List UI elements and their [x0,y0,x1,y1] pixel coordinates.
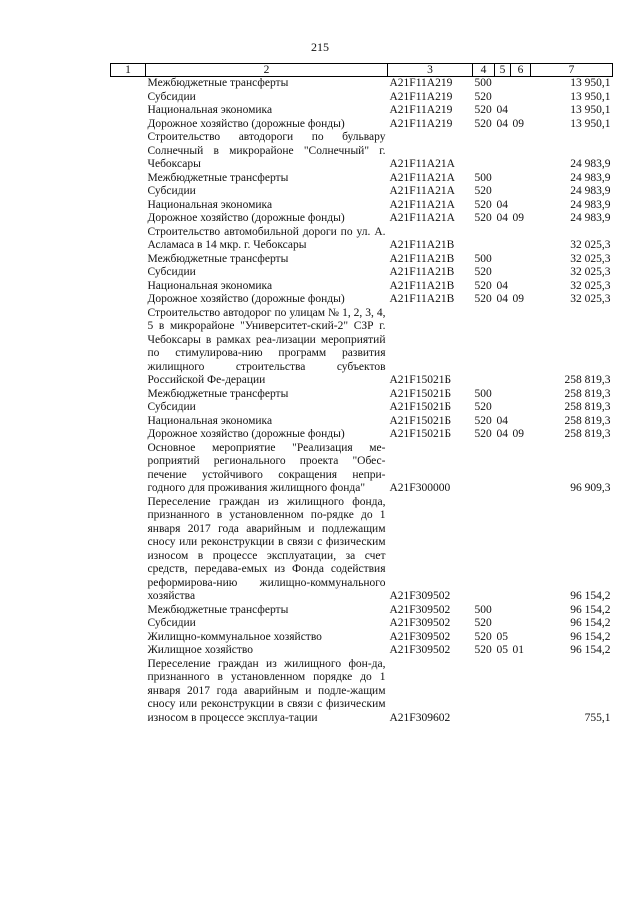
row-name: Межбюджетные трансферты [147,171,289,184]
table-row [111,77,613,91]
row-expense-type [473,131,495,172]
row-subsection [511,388,531,402]
row-section [495,307,511,388]
table-row [111,280,613,294]
row-amount: 258 819,3 [564,414,611,427]
row-target-code: A21F11A219 [389,104,453,116]
table-row [111,185,613,199]
row-col-1 [111,91,146,105]
row-expense-type [473,658,495,726]
row-amount: 258 819,3 [564,374,611,386]
row-target-code: A21F11A21A [389,198,455,211]
row-subsection [511,658,531,726]
row-subsection [511,91,531,105]
row-col-1 [111,172,146,186]
row-section [495,442,511,496]
row-col-1 [111,401,146,415]
row-name: Национальная экономика [147,279,273,292]
row-col-1 [111,253,146,267]
table-row [111,104,613,118]
row-amount: 32 025,3 [570,279,611,292]
row-expense-type: 520 [474,428,492,440]
row-section: 04 [496,279,508,292]
row-expense-type: 520 [474,212,492,224]
row-target-code: A21F11A21B [389,252,455,265]
row-section [495,496,511,604]
row-section [495,604,511,618]
row-col-1 [111,617,146,631]
row-name: Субсидии [147,617,196,629]
row-subsection [511,253,531,267]
row-name: Субсидии [147,401,196,413]
row-amount: 258 819,3 [564,401,611,413]
table-row [111,496,613,604]
table-row [111,253,613,267]
row-expense-type: 520 [474,185,492,197]
row-subsection [511,442,531,496]
row-subsection [511,307,531,388]
row-col-1 [111,185,146,199]
row-name: Дорожное хозяйство (дорожные фонды) [147,428,345,440]
row-section: 04 [496,104,508,116]
row-target-code: A21F309602 [389,711,451,724]
row-section [495,388,511,402]
row-target-code: A21F11A21B [389,279,455,292]
row-expense-type: 500 [474,171,492,184]
row-subsection [511,604,531,618]
budget-table [110,63,613,725]
row-name: Жилищное хозяйство [147,644,254,656]
row-expense-type: 520 [474,644,492,656]
row-name: Межбюджетные трансферты [147,252,289,265]
row-amount: 13 950,1 [570,77,611,89]
row-amount: 24 983,9 [570,198,611,211]
row-section: 04 [496,212,508,224]
row-section [495,226,511,253]
header-col-3: 3 [388,64,473,77]
row-subsection [511,631,531,645]
row-amount: 258 819,3 [564,387,611,400]
row-amount: 24 983,9 [570,158,611,170]
row-subsection: 01 [512,644,524,656]
row-section [495,658,511,726]
row-col-1 [111,631,146,645]
header-col-5: 5 [495,64,511,77]
row-col-1 [111,131,146,172]
row-section [495,91,511,105]
row-expense-type: 500 [474,387,492,400]
row-section [495,266,511,280]
row-expense-type: 520 [474,414,492,427]
row-expense-type [473,496,495,604]
row-section: 04 [496,293,508,305]
table-row [111,428,613,442]
row-name: Субсидии [147,185,196,197]
row-subsection [511,617,531,631]
row-expense-type: 520 [474,401,492,413]
table-body [111,77,613,726]
table-row [111,199,613,213]
row-subsection [511,401,531,415]
row-expense-type [473,226,495,253]
header-row [111,64,613,77]
row-name: Жилищно-коммунальное хозяйство [147,630,322,643]
row-subsection [511,496,531,604]
table-row [111,266,613,280]
row-name: Дорожное хозяйство (дорожные фонды) [147,212,345,224]
row-name: Национальная экономика [147,198,273,211]
table-row [111,658,613,726]
row-target-code: A21F15021Б [389,387,452,400]
row-target-code: A21F11A219 [389,90,453,103]
row-name: Дорожное хозяйство (дорожные фонды) [147,293,345,305]
row-expense-type: 520 [474,630,492,643]
row-target-code: A21F11A21A [389,171,455,184]
row-amount: 32 025,3 [570,239,611,251]
row-target-code: A21F309502 [389,617,451,629]
row-target-code: A21F11A21B [389,293,455,305]
row-col-1 [111,644,146,658]
row-target-code: A21F11A219 [389,77,453,89]
row-target-code: A21F15021Б [389,414,452,427]
row-subsection: 09 [512,428,524,440]
row-expense-type: 500 [474,603,492,616]
row-amount: 24 983,9 [570,171,611,184]
row-col-1 [111,428,146,442]
row-name: Субсидии [147,266,196,278]
row-subsection [511,104,531,118]
row-section: 04 [496,117,508,130]
row-section: 05 [496,644,508,656]
row-expense-type: 520 [474,117,492,130]
table-row [111,442,613,496]
header-col-1: 1 [111,64,146,77]
row-col-1 [111,77,146,91]
row-amount: 24 983,9 [570,185,611,197]
header-col-6: 6 [511,64,531,77]
row-name: Переселение граждан из жилищного фон-да, признанного в установленном порядке до 1 января 2017 года аварийным и подле-жащим сносу или реконструкции в связи с физическим износом в процессе эксплуа-тации [147,657,386,724]
row-expense-type [473,442,495,496]
row-subsection [511,199,531,213]
row-name: Основное мероприятие "Реализация ме-роприятий регионального проекта "Обес-печение устойчивого сокращения непри-годного для проживания жилищного фонда" [147,441,386,494]
row-target-code: A21F15021Б [389,428,452,440]
row-col-1 [111,293,146,307]
row-section [495,401,511,415]
row-subsection [511,266,531,280]
row-expense-type [473,307,495,388]
table-row [111,293,613,307]
row-subsection [511,226,531,253]
row-name: Национальная экономика [147,104,273,116]
row-name: Межбюджетные трансферты [147,603,289,616]
row-section: 04 [496,414,508,427]
row-target-code: A21F309502 [389,590,451,602]
row-col-1 [111,226,146,253]
row-col-1 [111,442,146,496]
table-row [111,131,613,172]
row-name: Национальная экономика [147,414,273,427]
row-subsection: 09 [512,117,524,130]
row-name: Субсидии [147,90,196,103]
row-expense-type: 520 [474,198,492,211]
row-expense-type: 520 [474,279,492,292]
header-col-4: 4 [473,64,495,77]
table-row [111,604,613,618]
row-col-1 [111,199,146,213]
row-section: 04 [496,198,508,211]
row-subsection [511,172,531,186]
row-name: Дорожное хозяйство (дорожные фонды) [147,117,345,130]
row-subsection [511,280,531,294]
row-subsection [511,77,531,91]
row-expense-type: 520 [474,266,492,278]
row-expense-type: 520 [474,104,492,116]
row-amount: 32 025,3 [570,266,611,278]
row-subsection [511,131,531,172]
row-amount: 13 950,1 [570,104,611,116]
row-target-code: A21F300000 [389,482,451,494]
row-target-code: A21F11A21B [389,239,455,251]
row-section [495,77,511,91]
header-col-2: 2 [146,64,388,77]
row-amount: 24 983,9 [570,212,611,224]
row-target-code: A21F309502 [389,630,451,643]
row-amount: 96 154,2 [570,644,611,656]
row-amount: 96 909,3 [570,482,611,494]
table-header [111,64,613,77]
row-expense-type: 500 [474,77,492,89]
table-row [111,401,613,415]
row-name: Строительство автомобильной дороги по ул. А. Асламаса в 14 мкр. г. Чебоксары [147,225,386,251]
header-col-7: 7 [531,64,613,77]
row-col-1 [111,280,146,294]
table-row [111,212,613,226]
row-name: Межбюджетные трансферты [147,77,289,89]
row-col-1 [111,496,146,604]
table-row [111,415,613,429]
row-col-1 [111,604,146,618]
row-section [495,172,511,186]
row-expense-type: 520 [474,617,492,629]
row-target-code: A21F11A219 [389,117,453,130]
row-expense-type: 520 [474,293,492,305]
row-target-code: A21F11A21B [389,266,455,278]
table-row [111,644,613,658]
row-section: 04 [496,428,508,440]
row-expense-type: 500 [474,252,492,265]
table-row [111,617,613,631]
table-row [111,118,613,132]
row-target-code: A21F309502 [389,603,451,616]
row-amount: 32 025,3 [570,293,611,305]
row-col-1 [111,415,146,429]
row-subsection [511,185,531,199]
row-col-1 [111,307,146,388]
row-amount: 96 154,2 [570,603,611,616]
row-subsection: 09 [512,212,524,224]
row-col-1 [111,266,146,280]
row-amount: 96 154,2 [570,590,611,602]
row-target-code: A21F15021Б [389,374,452,386]
row-section [495,617,511,631]
row-amount: 13 950,1 [570,90,611,103]
row-section [495,131,511,172]
table-row [111,307,613,388]
row-amount: 96 154,2 [570,617,611,629]
row-target-code: A21F11A21A [389,185,455,197]
row-col-1 [111,658,146,726]
row-subsection [511,415,531,429]
row-amount: 755,1 [584,711,611,724]
row-name: Межбюджетные трансферты [147,387,289,400]
row-subsection: 09 [512,293,524,305]
row-expense-type: 520 [474,90,492,103]
table-row [111,172,613,186]
row-name: Строительство автодороги по бульвару Солнечный в микрорайоне "Солнечный" г. Чебоксары [147,131,386,170]
row-target-code: A21F11A21A [389,158,455,170]
table-row [111,91,613,105]
row-target-code: A21F309502 [389,644,451,656]
row-col-1 [111,212,146,226]
row-col-1 [111,388,146,402]
row-amount: 32 025,3 [570,252,611,265]
row-name: Строительство автодорог по улицам № 1, 2, 3, 4, 5 в микрорайоне "Университет-ский-2" СЗР г. Чебоксары в рамках реа-лизации мероприятий по стимулирова-нию программ развития жилищного строительства субъектов Российской Фе-дерации [147,306,386,386]
row-section [495,253,511,267]
row-target-code: A21F15021Б [389,401,452,413]
table-row [111,631,613,645]
row-name: Переселение граждан из жилищного фонда, признанного в установленном по-рядке до 1 января 2017 года аварийным и подлежащим сносу или реконструкции в связи с физическим износом в процессе эксплуатации, за счет средств, передава-емых из Фонда содействия реформирова-нию жилищно-коммунального хозяйства [147,495,386,602]
row-col-1 [111,118,146,132]
row-section [495,185,511,199]
row-target-code: A21F11A21A [389,212,455,224]
row-section: 05 [496,630,508,643]
row-col-1 [111,104,146,118]
table-row [111,388,613,402]
page-number: 215 [311,40,329,54]
row-amount: 96 154,2 [570,630,611,643]
row-amount: 13 950,1 [570,117,611,130]
row-amount: 258 819,3 [564,428,611,440]
table-row [111,226,613,253]
